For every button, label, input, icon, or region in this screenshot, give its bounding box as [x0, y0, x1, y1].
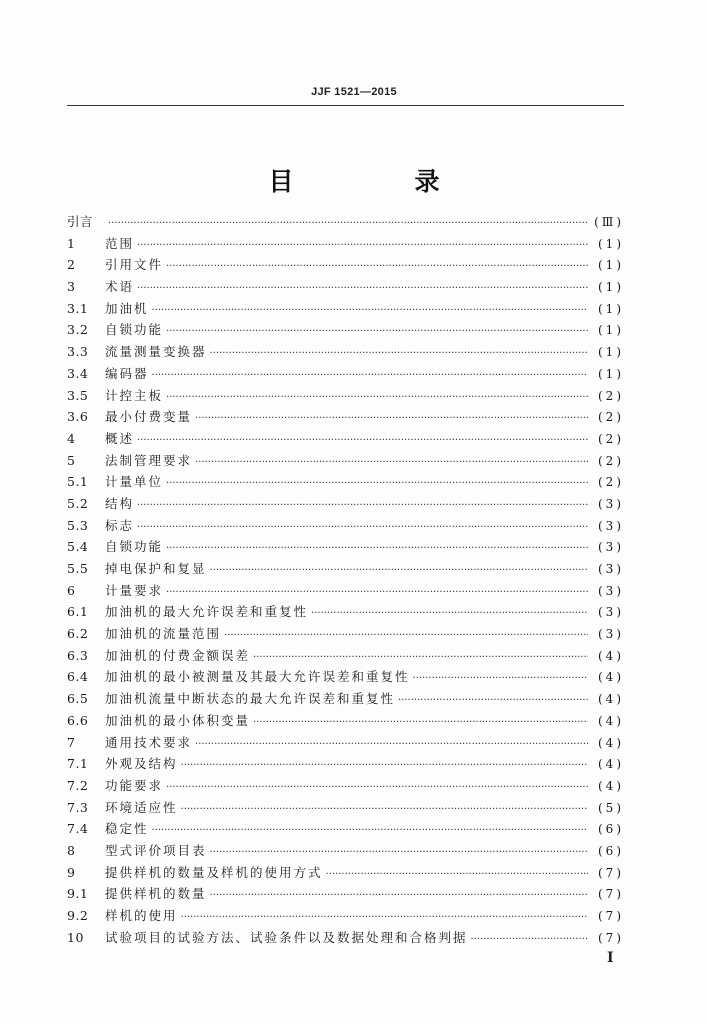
toc-entry-page: (6): [598, 822, 624, 837]
toc-entry-number: 3.6: [67, 409, 89, 425]
toc-entry-page: (3): [598, 627, 624, 642]
toc-entry[interactable]: [67, 558, 624, 580]
toc-title: 目 录: [268, 167, 488, 196]
toc-dot-leader: [326, 864, 588, 884]
toc-dot-leader: [253, 647, 588, 667]
toc-entry-number: 5.1: [67, 474, 89, 490]
toc-dot-leader: [166, 256, 588, 276]
toc-entry-number: 6.6: [67, 712, 89, 728]
toc-entry[interactable]: [67, 710, 624, 732]
toc-entry-title: 自锁功能: [105, 322, 164, 338]
header-rule: [67, 105, 624, 106]
toc-entry-title: 范围: [105, 235, 135, 251]
toc-dot-leader: [224, 625, 588, 645]
toc-entry-page: (1): [598, 258, 624, 273]
toc-entry-title: 加油机的最小体积变量: [105, 712, 251, 728]
toc-entry-page: (2): [598, 453, 624, 468]
toc-entry[interactable]: [67, 298, 624, 320]
toc-entry-page: (1): [598, 323, 624, 338]
toc-entry[interactable]: [67, 515, 624, 537]
toc-dot-leader: [181, 799, 588, 819]
toc-entry-number: 7.2: [67, 777, 89, 793]
toc-dot-leader: [195, 734, 588, 754]
toc-entry[interactable]: [67, 428, 624, 450]
toc-entry-page: (5): [598, 800, 624, 815]
toc-entry-page: (2): [598, 410, 624, 425]
toc-dot-leader: [398, 690, 588, 710]
toc-entry-page: (3): [598, 562, 624, 576]
table-of-contents: [67, 211, 624, 948]
toc-entry[interactable]: [67, 883, 624, 905]
toc-entry-number: 3: [67, 279, 76, 295]
toc-dot-leader: [166, 387, 588, 407]
toc-entry-page: (7): [598, 887, 624, 902]
toc-entry[interactable]: [67, 666, 624, 688]
toc-entry-page: (2): [598, 475, 624, 490]
toc-entry-number: 6.4: [67, 669, 89, 685]
toc-entry[interactable]: [67, 645, 624, 667]
toc-entry-page: (4): [598, 735, 624, 750]
toc-entry-title: 加油机的付费金额误差: [105, 647, 251, 663]
toc-entry-title: 功能要求: [105, 777, 164, 793]
toc-entry-title: 加油机的最小被测量及其最大允许误差和重复性: [105, 669, 410, 685]
toc-entry[interactable]: [67, 775, 624, 797]
toc-dot-leader: [108, 213, 588, 233]
toc-entry-number: 5.2: [67, 495, 89, 511]
toc-entry-number: 7: [67, 734, 76, 750]
toc-entry-title: 加油机流量中断状态的最大允许误差和重复性: [105, 691, 396, 707]
toc-entry-number: 2: [67, 257, 76, 273]
toc-entry-page: (1): [598, 345, 624, 360]
toc-entry[interactable]: [67, 862, 624, 884]
toc-entry[interactable]: [67, 623, 624, 645]
toc-entry-page: (4): [598, 713, 624, 728]
toc-dot-leader: [137, 495, 588, 515]
toc-entry[interactable]: [67, 363, 624, 385]
toc-entry[interactable]: [67, 276, 624, 298]
toc-entry-page: (1): [598, 301, 624, 316]
toc-entry[interactable]: [67, 732, 624, 754]
toc-entry-number: 9.1: [67, 886, 89, 902]
toc-entry-page: (4): [598, 778, 624, 793]
toc-entry-page: (1): [598, 280, 624, 295]
toc-dot-leader: [137, 430, 588, 450]
toc-entry-number: 7.3: [67, 799, 89, 815]
toc-entry-title: 引用文件: [105, 257, 164, 273]
toc-entry-page: (4): [598, 670, 624, 685]
toc-entry-page: (4): [598, 692, 624, 707]
toc-entry-title: 编码器: [105, 365, 149, 381]
toc-entry[interactable]: [67, 797, 624, 819]
toc-entry[interactable]: [67, 341, 624, 363]
toc-dot-leader: [166, 321, 588, 341]
toc-entry[interactable]: [67, 905, 624, 927]
toc-entry-page: (6): [598, 843, 624, 858]
toc-dot-leader: [210, 842, 588, 862]
toc-dot-leader: [181, 907, 588, 927]
toc-entry-page: (3): [598, 518, 624, 533]
toc-entry-page: (4): [598, 648, 624, 663]
toc-entry[interactable]: [67, 471, 624, 493]
toc-dot-leader: [253, 712, 588, 732]
toc-entry-number: 3.4: [67, 365, 89, 381]
toc-dot-leader: [152, 820, 588, 840]
toc-entry-title: 法制管理要求: [105, 452, 193, 468]
toc-entry-page: (7): [598, 930, 624, 945]
toc-entry-title: 最小付费变量: [105, 409, 193, 425]
toc-entry-page: (3): [598, 540, 624, 555]
toc-entry-title: 型式评价项目表: [105, 842, 207, 858]
toc-entry-number: 6.3: [67, 647, 89, 663]
toc-dot-leader: [181, 755, 588, 775]
standard-code-header: JJF 1521—2015: [311, 86, 397, 98]
toc-entry-page: (3): [598, 496, 624, 511]
toc-entry-title: 稳定性: [105, 821, 149, 837]
toc-entry[interactable]: [67, 385, 624, 407]
toc-dot-leader: [471, 929, 588, 949]
toc-entry-title: 流量测量变换器: [105, 344, 207, 360]
toc-dot-leader: [166, 582, 588, 602]
toc-entry[interactable]: [67, 450, 624, 472]
toc-dot-leader: [195, 408, 588, 428]
toc-dot-leader: [137, 278, 588, 298]
toc-entry[interactable]: [67, 319, 624, 341]
toc-entry-number: 6.5: [67, 691, 89, 707]
toc-entry-number: 引言: [67, 214, 94, 229]
toc-entry[interactable]: [67, 580, 624, 602]
toc-entry-number: 3.3: [67, 344, 89, 360]
toc-entry-page: (1): [598, 236, 624, 251]
page-number: I: [607, 950, 614, 966]
toc-entry[interactable]: [67, 818, 624, 840]
toc-entry-title: 提供样机的数量: [105, 886, 207, 902]
toc-entry[interactable]: [67, 927, 624, 949]
toc-entry[interactable]: [67, 233, 624, 255]
toc-entry-title: 环境适应性: [105, 799, 178, 815]
toc-dot-leader: [137, 235, 588, 255]
toc-entry-title: 计量要求: [105, 582, 164, 598]
toc-entry-title: 样机的使用: [105, 908, 178, 923]
toc-entry-number: 3.1: [67, 300, 89, 316]
toc-dot-leader: [210, 885, 588, 905]
toc-entry-page: (4): [598, 757, 624, 772]
toc-entry-number: 1: [67, 235, 76, 251]
toc-dot-leader: [195, 452, 588, 472]
toc-dot-leader: [210, 343, 588, 363]
toc-entry-title: 术语: [105, 279, 135, 295]
toc-entry-number: 6.1: [67, 604, 89, 620]
toc-entry-title: 试验项目的试验方法、试验条件以及数据处理和合格判据: [105, 929, 468, 945]
toc-entry[interactable]: [67, 601, 624, 623]
toc-entry-title: 结构: [105, 495, 135, 511]
toc-entry-title: 自锁功能: [105, 539, 164, 555]
toc-entry[interactable]: [67, 211, 624, 233]
toc-entry-page: (3): [598, 605, 624, 620]
toc-entry[interactable]: [67, 688, 624, 710]
toc-entry[interactable]: [67, 840, 624, 862]
toc-entry[interactable]: [67, 254, 624, 276]
toc-entry[interactable]: [67, 536, 624, 558]
toc-entry-number: 6: [67, 582, 76, 598]
toc-entry-title: 外观及结构: [105, 756, 178, 772]
toc-dot-leader: [137, 517, 588, 537]
toc-dot-leader: [210, 560, 588, 580]
toc-entry-number: 3.5: [67, 387, 89, 403]
toc-entry-page: (7): [598, 909, 624, 923]
toc-entry[interactable]: [67, 406, 624, 428]
toc-dot-leader: [152, 300, 588, 320]
toc-entry-number: 4: [67, 430, 76, 446]
toc-dot-leader: [166, 777, 588, 797]
toc-entry-page: (1): [598, 366, 624, 381]
toc-entry-title: 计量单位: [105, 474, 164, 490]
toc-entry[interactable]: [67, 493, 624, 515]
toc-entry-title: 掉电保护和复显: [105, 561, 207, 576]
toc-entry-number: 7.1: [67, 756, 89, 772]
toc-entry-page: (Ⅲ): [594, 215, 624, 229]
toc-entry-number: 5.4: [67, 539, 89, 555]
toc-entry-page: (7): [598, 865, 624, 880]
toc-entry-number: 6.2: [67, 626, 89, 642]
toc-dot-leader: [413, 668, 588, 688]
toc-entry-page: (3): [598, 583, 624, 598]
toc-dot-leader: [311, 603, 588, 623]
toc-entry-number: 8: [67, 842, 76, 858]
toc-dot-leader: [166, 473, 588, 493]
toc-entry-number: 5: [67, 452, 76, 468]
toc-entry-title: 加油机的流量范围: [105, 626, 222, 642]
toc-entry-page: (2): [598, 388, 624, 403]
toc-entry-title: 标志: [105, 517, 135, 533]
toc-entry-page: (2): [598, 431, 624, 446]
toc-entry-title: 计控主板: [105, 387, 164, 403]
toc-entry-number: 3.2: [67, 322, 89, 338]
toc-dot-leader: [166, 538, 588, 558]
toc-entry-number: 5.5: [67, 561, 89, 576]
toc-entry-number: 5.3: [67, 517, 89, 533]
toc-entry-number: 9.2: [67, 908, 89, 923]
toc-entry-title: 提供样机的数量及样机的使用方式: [105, 864, 323, 880]
toc-entry-title: 通用技术要求: [105, 734, 193, 750]
toc-entry-title: 加油机: [105, 300, 149, 316]
toc-entry[interactable]: [67, 753, 624, 775]
toc-entry-title: 加油机的最大允许误差和重复性: [105, 604, 309, 620]
toc-entry-number: 10: [67, 929, 84, 945]
toc-entry-number: 7.4: [67, 821, 89, 837]
toc-entry-title: 概述: [105, 430, 135, 446]
toc-dot-leader: [152, 365, 588, 385]
toc-entry-number: 9: [67, 864, 76, 880]
